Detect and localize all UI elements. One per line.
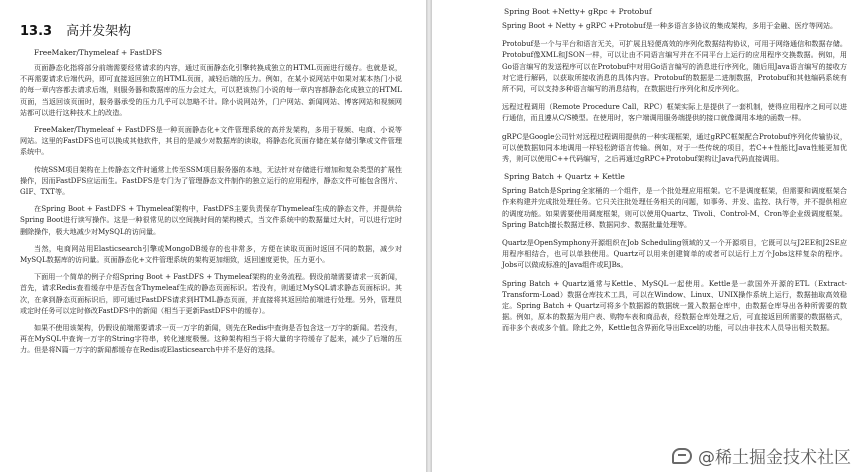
paragraph: 当然，电商网站用Elasticsearch引擎或MongoDB缓存的也非常多，方便在读取页面时返回不同的数据，减少对MySQL数据库的访问量。页面静态化+文件管理系统的架构更加细致，返回速度更快，压力更小。 <box>20 243 402 265</box>
section-subheading: Spring Batch + Quartz + Kettle <box>504 172 625 182</box>
paragraph: 如果不使用该架构，仍假设前端需要请求一页一万字的新闻，则先在Redis中查询是否包含这一万字的新闻。若没有，再在MySQL中查询一万字的String字符串，转化速度极慢。这种架构相当于将大量的字符缓存了起来，减少了后端的压力。但是将N篇一万字的新闻都缓存在Redis或Elasticsearch中并不是好的选择。 <box>20 323 402 355</box>
juejin-logo-icon <box>672 448 692 464</box>
paragraph: 页面静态化指将部分前端需要经常请求的内容，通过页面静态化引擎转换成独立的HTML页面进行缓存。也就是说，不再需要请求后端代码，即可直接返回独立的HTML页面，减轻后端的压力。例如，在某小说网站中如果对某本热门小说的每一章内容都去请求后端，则服务器和数据库的压力会过大，可以把该热门小说的每一章内容都静态化成独立的HTML页面，当返回该页面时，服务器承受的压力几乎可以忽略不计。除小说网站外，门户网站、新闻网站、博客网站和视频网站都可以进行这种技术上的改造。 <box>20 63 402 117</box>
chapter-number: 13.3 <box>20 24 53 39</box>
chapter-heading <box>20 20 402 39</box>
right-page <box>432 0 861 472</box>
left-page <box>0 0 426 472</box>
chapter-title: 高并发架构 <box>66 24 132 39</box>
left-page-body <box>20 47 402 356</box>
section-subheading: Spring Boot +Netty+ gRpc + Protobuf <box>504 7 652 16</box>
paragraph: 传统SSM项目架构在上传静态文件时通常上传至SSM项目服务器的本地，无法针对存储进行增加和复杂类型的扩展性操作，因而FastDFS应运而生。FastDFS是专门为了管理静态文件制作的独立运行的应用程序，静态文件可能包含图片、GIF、TXT等。 <box>20 164 402 197</box>
paragraph: Quartz是OpenSymphony开源组织在Job Scheduling领域的又一个开源项目，它既可以与J2EE和J2SE应用程序相结合，也可以单独使用。Quartz可以用来创建简单的或者可以运行上万个Jobs这样复杂的程序。Jobs可以做成标准的Java组件或EJBs。 <box>502 238 847 270</box>
paragraph: Spring Batch + Quartz通常与Kettle、MySQL一起使用。Kettle是一款国外开源的ETL（Extract-Transform-Load）数据仓库技术工具，可以在Window、Linux、UNIX操作系统上运行，数据抽取高效稳定。Spring Batch + Quartz可将多个数据源的数据统一置入数据仓库中，由数据仓库导出各种所需要的数据。例如，原本的数据为用户表、购物车表和商品表，经数据仓库处理之后，可直接返回所需要的数据格式，而非多个表或多个值。除此之外，Kettle包含界面化导出Excel的功能，可以由非技术人员导出相关数据。 <box>502 278 847 333</box>
paragraph: 下面用一个简单的例子介绍Spring Boot + FastDFS + Thymeleaf架构的业务流程。假设前端需要请求一页新闻，首先，请求Redis查看缓存中是否包含Thymeleaf生成的静态页面标识。若没有，则通过MySQL请求静态页面标识。其次，在拿到静态页面标识后，即可通过FastDFS请求到HTML静态页面，并直接将其返回给前端进行处理。另外，管理员或定时任务可以定时修改FastDFS中的新闻（相当于更新FastDFS中的缓存）。 <box>20 272 402 315</box>
paragraph: 远程过程调用（Remote Procedure Call，RPC）框架实际上是提供了一套机制，使得应用程序之间可以进行通信，而且遵从C/S模型。在使用时，客户端调用服务端提供的接口就像调用本地的函数一样。 <box>502 102 847 123</box>
paragraph: 在Spring Boot + FastDFS + Thymeleaf架构中，FastDFS主要负责保存Thymeleaf生成的静态文件，并提供给Spring Boot进行读写操作。这是一种很常见的以空间换时间的架构模式，当文件系统中的数据量过大时，可以进行定时删除操作，极大地减少对MySQL的访问量。 <box>20 204 402 236</box>
watermark <box>672 443 851 468</box>
watermark-text: @稀土掘金技术社区 <box>698 448 851 468</box>
right-page-body <box>504 6 847 334</box>
paragraph: FreeMaker/Thymeleaf + FastDFS是一种页面静态化+文件管理系统的高并发架构，多用于视频、电商、小说等网站。这里的FastDFS也可以换成其他软件，其目的是减少对数据库的读取，将静态化页面存储在某存储引擎或文件管理系统中。 <box>20 125 402 157</box>
paragraph: Protobuf是一个与平台和语言无关，可扩展且轻便高效的序列化数据结构协议，可用于网络通信和数据存储。Protobuf像XML和JSON一样，可以让由不同语言编写并在不同平台上运行的应用程序交换数据。例如，用Go语言编写的发送程序可以在Protobuf中对用Go语言编写的消息进行序列化，随后用Java语言编写的接收方对它进行解码，以获取所接收消息的具体内容。Protobuf的数据是二进制数据，Protobuf和其他编码系统有所不同，可以支持多种语言编写的消息结构，在数据进行序列化和反序列化。 <box>502 39 847 94</box>
paragraph: Spring Batch是Spring全家桶的一个组件，是一个批处理应用框架。它不是调度框架，但需要和调度框架合作来构建并完成批处理任务。它只关注批处理任务相关的问题，如事务、并发、监控、执行等，并不提供相应的调度功能。如果需要使用调度框架，则可以使用Quartz、Tivoli、Control-M、Cron等企业级调度框架。Spring Batch擅长数据迁移、数据同步、数据批量处理等。 <box>502 186 847 229</box>
section-subheading: FreeMaker/Thymeleaf + FastDFS <box>34 48 163 57</box>
paragraph: Spring Boot + Netty + gRPC +Protobuf是一种多语言多协议的集成架构，多用于金融、医疗等网站。 <box>502 21 838 30</box>
paragraph: gRPC是Google公司针对远程过程调用提供的一种实现框架，通过gRPC框架配合Protobuf序列化传输协议，可以使数据如同本地调用一样轻松跨语言传输。例如，对于一些传统的项目，若C++性能比Java性能更加优秀，则可以使用C++代码编写，之后再通过gRPC+Protobuf架构让Java代码直接调用。 <box>502 131 847 164</box>
